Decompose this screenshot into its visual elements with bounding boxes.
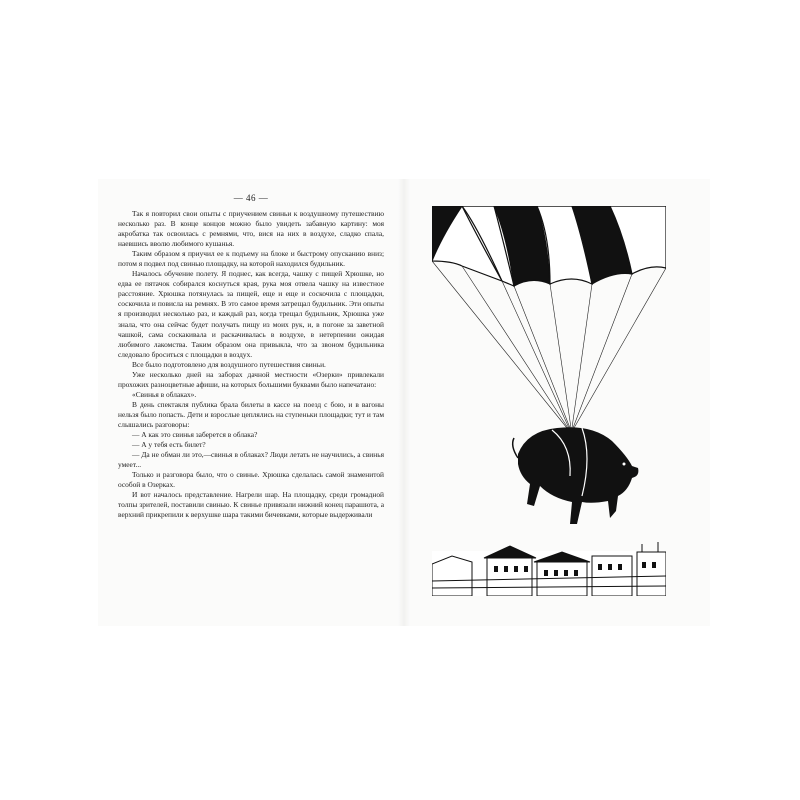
pig-parachute-illustration [432,206,666,596]
paragraph: «Свинья в облаках». [132,389,197,399]
paragraph: Так я повторил свои опыты с приучением свиньи к воздушному путешествию несколько раз. В конце концов можно было увидеть забавную картину: моя акробатка так освоилась с ремнями, что, вися на них в воздухе, сладко спала, наевшись вволю любимого кушанья. [118,209,384,249]
dialogue-line: — А как это свинья заберется в облака? [132,430,258,440]
paragraph: Началось обучение полету. Я поднес, как всегда, чашку с пищей Хрюшке, но едва ее пятачок собирался коснуться края, рука моя отвела чашку на известное расстояние. Хрюшка потянулась за пищей, еще и еще и соскочила с площадки, соскочила и повисла на ремнях. В это самое время затрещал будильник. Эти опыты я производил несколько раз, и каждый раз, когда трещал будильник, Хрюшка уже знала, что она сейчас будет получать пищу из моих рук, и, в погоне за заветной чашкой, сама соскакивала и раскачивалась в воздухе, в нетерпении ожидая любимого лакомства. Таким образом она привыкла, что за звоном будильника следовало броситься с площадки в воздух. [118,269,384,359]
paragraph: В день спектакля публика брала билеты в кассе на поезд с бою, и в вагоны нельзя было попасть. Дети и взрослые цеплялись на ступеньки площадки; тут и там слышались разговоры: [118,399,384,429]
paragraph: Таким образом я приучил ее к подъему на блоке и быстрому опусканию вниз; потом я подвел под свинью площадку, на которой находился будильник. [118,249,384,269]
left-page [118,193,384,520]
right-page [432,206,666,596]
parachute-cords [432,261,666,428]
pig-figure [513,427,639,524]
town-skyline [432,542,666,596]
paragraph: Только и разговора было, что о свинье. Хрюшка сделалась самой знаменитой особой в Озерках. [118,470,384,490]
book-gutter [398,179,410,626]
paragraph: Все было подготовлено для воздушного путешествия свиньи. [132,359,326,369]
dialogue-line: — А у тебя есть билет? [132,440,206,450]
paragraph: И вот началось представление. Нагрели шар. На площадку, среди громадной толпы зрителей, поставили свинью. К свинье привязали нижний конец парашюта, а верхний прикрепили к верхушке шара такими бичевками, которые выдерживали [118,490,384,520]
page-number: — 46 — [233,193,269,203]
paragraph: Уже несколько дней на заборах дачной местности «Озерки» привлекали прохожих разноцветные афиши, на которых большими буквами было напечатано: [118,369,384,389]
dialogue-line: — Да не обман ли это,—свинья в облаках? Люди летать не научились, а свинья умеет... [118,450,384,470]
